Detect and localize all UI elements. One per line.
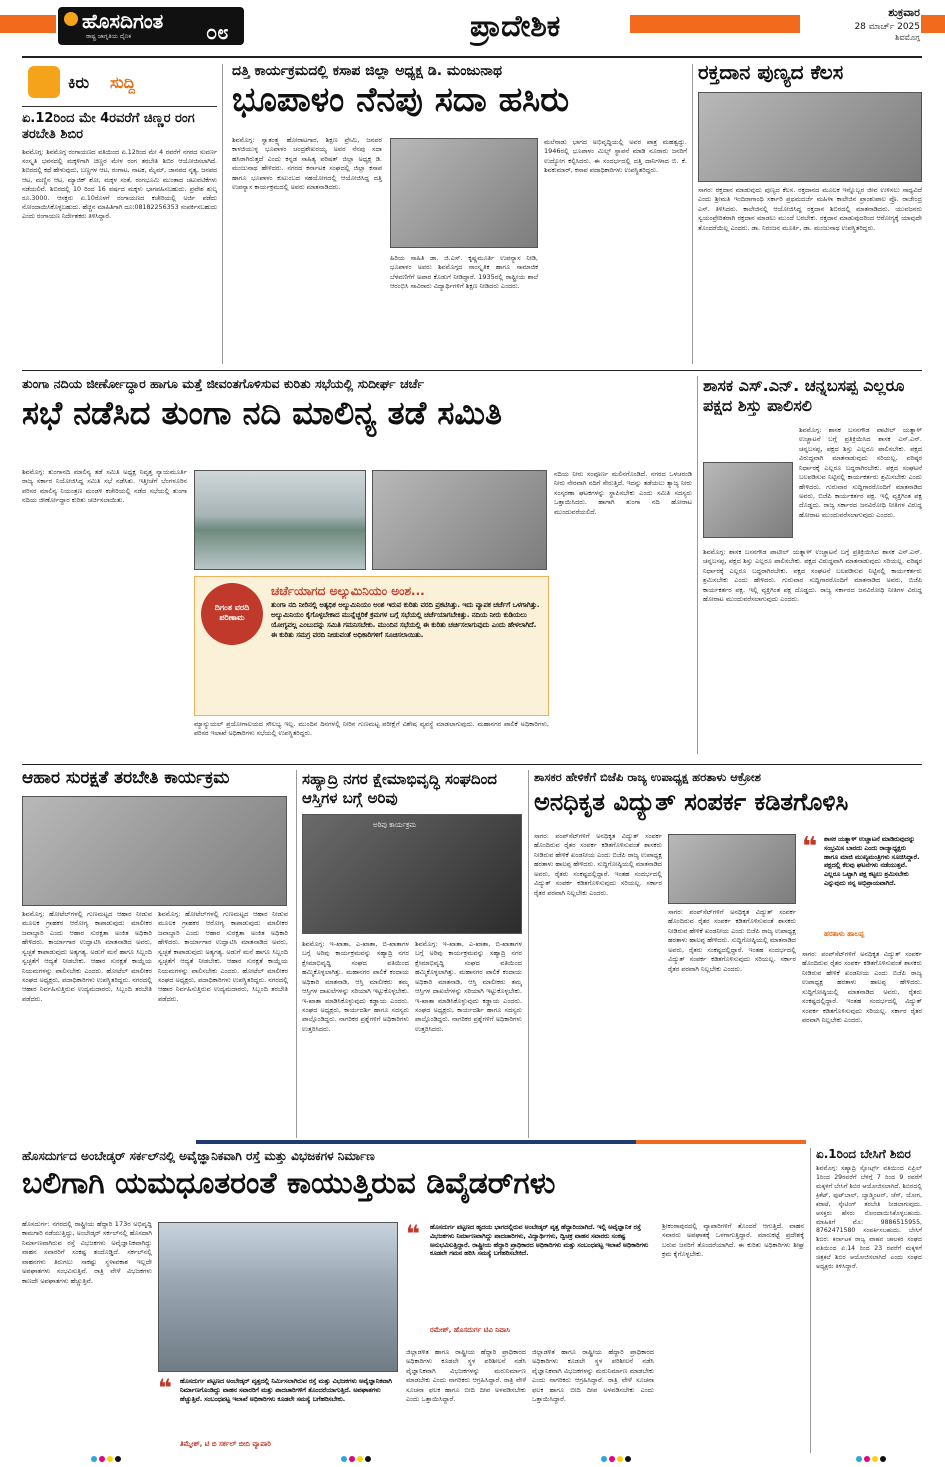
blood-headline: ರಕ್ತದಾನ ಪುಣ್ಯದ ಕೆಲಸ [698, 62, 844, 84]
power-body-1: ಸಾಗರ: ಪಂಪ್‌ಸೆಟ್‌ಗಳಿಗೆ ಅನಧಿಕೃತ ವಿದ್ಯುತ್ ಸಂಪರ್ಕ ಹೊಂದಿರುವ ರೈತರ ಸಂಪರ್ಕ ಕಡಿತಗೊಳಿಸುವಂತೆ ಶಾಸಕರು ನೀಡಿರುವ ಹೇಳಿಕೆ ಖಂಡನೀಯ ಎಂದು ಬಿಜೆಪಿ ರಾಜ್ಯ ಉಪಾಧ್ಯಕ್ಷ ಹರತಾಳು ಹಾಲಪ್ಪ ಹೇಳಿದರು. ಸುದ್ದಿಗೋಷ್ಠಿಯಲ್ಲಿ ಮಾತನಾಡಿದ ಅವರು, ರೈತರು ಸಂಕಷ್ಟದಲ್ಲಿದ್ದಾರೆ. ಇಂತಹ ಸಂದರ್ಭದಲ್ಲಿ ವಿದ್ಯುತ್ ಸಂಪರ್ಕ ಕಡಿತಗೊಳಿಸುವುದು ಸರಿಯಲ್ಲ. ಸರ್ಕಾರ ರೈತರ ಪರವಾಗಿ ನಿಲ್ಲಬೇಕು ಎಂದರು. [534, 832, 662, 897]
blood-photo [698, 92, 922, 182]
color-registration-mark [855, 1456, 887, 1465]
section-rule [22, 764, 922, 765]
tunga-meeting-photo [372, 470, 547, 570]
story-body-3: ಮಲೆನಾಡು ಭಾಗದ ಅಭಿವೃದ್ಧಿಯಲ್ಲಿ ಅವರ ಪಾತ್ರ ಮಹತ್ವದ್ದು. 1946ರಲ್ಲಿ ಭೂಪಾಳಂ ಮಿಲ್ಸ್ ಸ್ಥಾಪನೆ ಮಾಡಿ ನೂರಾರು ಜನರಿಗೆ ಉದ್ಯೋಗ ಕಲ್ಪಿಸಿದರು. ಈ ಸಂದರ್ಭದಲ್ಲಿ ದತ್ತಿ ದಾನಿಗಳಾದ ಬಿ. ಕೆ. ಶಿವಕುಮಾರ್, ಕಸಾಪ ಪದಾಧಿಕಾರಿಗಳು ಉಪಸ್ಥಿತರಿದ್ದರು. [544, 138, 687, 175]
power-quote-text: ಶಾಸಕ ಯತ್ನಾಳ್ ಉಚ್ಚಾಟನೆ ಮಾಡಿರುವುದನ್ನು ಸಂಭ್ರಮಿಸ ಬಾರದು ಎಂದು ರಾಜ್ಯಾಧ್ಯಕ್ಷರು ಹಾಗೂ ಮಾಜಿ ಮುಖ್ಯಮಂತ್ರಿಗಳು ಸೂಚಿಸಿದ್ದಾರೆ. ಪಕ್ಷದಲ್ಲಿ ಕೆಲವು ಘಟನೆಗಳು ನಡೆಯುತ್ತವೆ. ಎಲ್ಲರೂ ಒಟ್ಟಾಗಿ ಪಕ್ಷ ಕಟ್ಟಲು ಶ್ರಮಿಸಬೇಕು ಎನ್ನುವುದು ನನ್ನ ಅಭಿಪ್ರಾಯವಾಗಿದೆ. [824, 836, 920, 888]
tunga-callout [194, 576, 549, 716]
kirusuddi-label-b: ಸುದ್ದಿ [110, 73, 136, 92]
story-mla [703, 376, 922, 756]
mla-body: ಶಿವಮೊಗ್ಗ: ಶಾಸಕ ಬಸನಗೌಡ ಪಾಟೀಲ್ ಯತ್ನಾಳ್ ಉಚ್ಚಾಟನೆ ಬಗ್ಗೆ ಪ್ರತಿಕ್ರಿಯಿಸಿದ ಶಾಸಕ ಎಸ್.ಎನ್. ಚನ್ನಬಸಪ್ಪ, ಪಕ್ಷದ ಶಿಸ್ತು ಎಲ್ಲರೂ ಪಾಲಿಸಬೇಕು. ಪಕ್ಷದ ವಿರುದ್ಧವಾಗಿ ಮಾತನಾಡುವುದು ಸರಿಯಲ್ಲ. ವರಿಷ್ಠರ ನಿರ್ಧಾರಕ್ಕೆ ಎಲ್ಲರೂ ಬದ್ಧರಾಗಿರಬೇಕು. ಪಕ್ಷದ ಸಂಘಟನೆ ಬಲಪಡಿಸುವ ನಿಟ್ಟಿನಲ್ಲಿ ಕಾರ್ಯಕರ್ತರು ಶ್ರಮಿಸಬೇಕು ಎಂದು ಹೇಳಿದರು. ಗುರುವಾರ ಸುದ್ದಿಗಾರರೊಂದಿಗೆ ಮಾತನಾಡಿದ ಅವರು, ಬಿಜೆಪಿ ಕಾರ್ಯಕರ್ತರ ಪಕ್ಷ. ಇಲ್ಲಿ ವ್ಯಕ್ತಿಗಿಂತ ಪಕ್ಷ ದೊಡ್ಡದು. ರಾಜ್ಯ ಸರ್ಕಾರದ ಜನವಿರೋಧಿ ನೀತಿಗಳ ವಿರುದ್ಧ ಹೋರಾಟ ಮುಂದುವರೆಸಲಾಗುವುದು ಎಂದರು. [799, 426, 922, 519]
story-photo-ceremony [390, 138, 538, 248]
masthead-right-bar [630, 15, 800, 33]
divider-quote-1 [406, 1222, 654, 1342]
power-press-photo [668, 834, 796, 904]
divider-headline: ಬಲಿಗಾಗಿ ಯಮಧೂತರಂತೆ ಕಾಯುತ್ತಿರುವ ಡಿವೈಡರ್‌ಗಳು [22, 1166, 556, 1202]
divider-kicker: ಹೊಸದುರ್ಗದ ಅಂಬೇಡ್ಕರ್ ಸರ್ಕಲ್‌ನಲ್ಲಿ ಅವೈಜ್ಞಾನಿಕವಾಗಿ ರಸ್ತೆ ಮತ್ತು ವಿಭಜಕಗಳ ನಿರ್ಮಾಣ [22, 1149, 375, 1163]
kirusuddi-column [22, 64, 217, 364]
column-rule [697, 376, 698, 754]
tunga-headline: ಸಭೆ ನಡೆಸಿದ ತುಂಗಾ ನದಿ ಮಾಲಿನ್ಯ ತಡೆ ಸಮಿತಿ [22, 393, 502, 432]
divider-quote-2-author: ತಿಮ್ಮೇಶ್, ಟಿ ಬಿ ಸರ್ಕಲ್ ಬೀದಿ ವ್ಯಾಪಾರಿ [180, 1440, 271, 1448]
ambedkar-circle-photo [158, 1222, 398, 1372]
hand-icon [28, 66, 60, 98]
power-kicker: ಶಾಸಕರ ಹೇಳಿಕೆಗೆ ಬಿಜೆಪಿ ರಾಜ್ಯ ಉಪಾಧ್ಯಕ್ಷ ಹರತಾಳು ಆಕ್ರೋಶ [534, 770, 761, 784]
summer-headline: ಏ.1ರಿಂದ ಬೇಸಿಗೆ ಶಿಬಿರ [816, 1148, 911, 1161]
food-photo [22, 796, 287, 906]
color-registration-mark [600, 1456, 632, 1465]
color-registration-mark [90, 1456, 122, 1465]
masthead-left-bar [0, 15, 56, 33]
divider-body-2b: ಜಿಲ್ಲಾಡಳಿತ ಹಾಗೂ ರಾಷ್ಟ್ರೀಯ ಹೆದ್ದಾರಿ ಪ್ರಾಧಿಕಾರದ ಅಧಿಕಾರಿಗಳು ಕೂಡಲೇ ಸ್ಥಳ ಪರಿಶೀಲನೆ ನಡೆಸಿ ವೈಜ್ಞಾನಿಕವಾಗಿ ವಿಭಜಕಗಳನ್ನು ಮರುನಿರ್ಮಾಣ ಮಾಡಬೇಕು ಎಂದು ನಾಗರಿಕರು ಆಗ್ರಹಿಸಿದ್ದಾರೆ. ರಾತ್ರಿ ವೇಳೆ ಸೂಚನಾ ಫಲಕ ಹಾಗೂ ಬೀದಿ ದೀಪ ಅಳವಡಿಸಬೇಕು ಎಂದು ಒತ್ತಾಯಿಸಿದ್ದಾರೆ. [532, 1348, 654, 1404]
section-rule [22, 370, 922, 371]
sahyadri-banner: ಅರಿವು ಕಾರ್ಯಕ್ರಮ [373, 821, 417, 829]
orange-band [636, 1140, 806, 1144]
tunga-river-photo [194, 470, 366, 570]
blood-body: ಸಾಗರ: ರಕ್ತದಾನ ಮಾಡುವುದು ಪುಣ್ಯದ ಕೆಲಸ. ರಕ್ತದಾನದ ಮೂಲಕ ಇನ್ನೊಬ್ಬರ ಜೀವ ಉಳಿಸಲು ಸಾಧ್ಯವಿದೆ ಎಂದು ಶ್ರೀಮತಿ ಇಂದಿರಾಗಾಂಧಿ ಸರ್ಕಾರಿ ಪ್ರಥಮದರ್ಜೆ ಮಹಿಳಾ ಕಾಲೇಜಿನ ಪ್ರಾಂಶುಪಾಲ ಪ್ರೊ. ರಾಜೇಂದ್ರ ಎಸ್. ತಿಳಿಸಿದರು. ಕಾಲೇಜಿನಲ್ಲಿ ಆಯೋಜಿಸಿದ್ದ ರಕ್ತದಾನ ಶಿಬಿರದಲ್ಲಿ ಮಾತನಾಡಿದರು. ಯುವಜನರು ಸ್ವಯಂಪ್ರೇರಿತರಾಗಿ ರಕ್ತದಾನ ಮಾಡಲು ಮುಂದೆ ಬರಬೇಕು. ರಕ್ತದಾನ ಮಾಡುವುದರಿಂದ ಆರೋಗ್ಯಕ್ಕೆ ಯಾವುದೇ ತೊಂದರೆಯಿಲ್ಲ ಎಂದರು. ಡಾ. ನಿರಂಜನ ಮೂರ್ತಿ, ಡಾ. ಮಂಜುನಾಥ ಉಪಸ್ಥಿತರಿದ್ದರು. [698, 186, 922, 232]
logo-flame-icon [64, 12, 78, 26]
column-rule [222, 64, 223, 364]
dateline [808, 6, 920, 48]
masthead-rule [22, 56, 922, 58]
logo-text: ಹೊಸದಿಗಂತ [82, 9, 164, 33]
tunga-body-2: ನದಿಯ ನೀರು ಸಂಪೂರ್ಣ ಮಲಿನಗೊಂಡಿದೆ. ನಗರದ ಒಳಚರಂಡಿ ನೀರು ನೇರವಾಗಿ ನದಿಗೆ ಸೇರುತ್ತಿದೆ. ಇದನ್ನು ತಡೆಯಲು ತ್ಯಾಜ್ಯ ನೀರು ಸಂಸ್ಕರಣಾ ಘಟಕಗಳನ್ನು ಸ್ಥಾಪಿಸಬೇಕು ಎಂದು ಸಮಿತಿ ಸದಸ್ಯರು ಒತ್ತಾಯಿಸಿದರು. ಹಾಗಾಗಿ ತುಂಗಾ ನದಿ ಹೋರಾಟ ಮುಂದುವರೆಯಲಿದೆ. [554, 470, 692, 516]
tunga-kicker: ತುಂಗಾ ನದಿಯ ಜೀರ್ಣೋದ್ಧಾರ ಹಾಗೂ ಮತ್ತೆ ಜೀವಂತಗೊಳಿಸುವ ಕುರಿತು ಸಭೆಯಲ್ಲಿ ಸುದೀರ್ಘ ಚರ್ಚೆ [22, 376, 425, 391]
mla-portrait [703, 462, 793, 538]
story-tunga [22, 376, 692, 756]
kirusuddi-headline: ಏ.12ರಿಂದ ಮೇ 4ರವರೆಗೆ ಚಿಣ್ಣರ ರಂಗ ತರಬೇತಿ ಶಿಬಿರ [22, 106, 217, 142]
story-headline: ಭೂಪಾಳಂ ನೆನಪು ಸದಾ ಹಸಿರು [232, 79, 570, 120]
tunga-body-1: ಶಿವಮೊಗ್ಗ: ತುಂಗಾನದಿ ಮಾಲಿನ್ಯ ತಡೆ ಸಮಿತಿ ಅಧ್ಯಕ್ಷ ನಿವೃತ್ತ ನ್ಯಾಯಮೂರ್ತಿ ರಾಜ್ಯ ಸರ್ಕಾರ ನಿಯೋಜಿಸಿದ್ದ ಸಮಿತಿ ಸಭೆ ನಡೆಸಿತು. ಇತ್ತೀಚೆಗೆ ಬೆಂಗಳೂರಿನ ಪರಿಸರ ಮಾಲಿನ್ಯ ನಿಯಂತ್ರಣ ಮಂಡಳಿ ಕಚೇರಿಯಲ್ಲಿ ನಡೆದ ಸಭೆಯಲ್ಲಿ ತುಂಗಾ ನದಿಯ ಜೀರ್ಣೋದ್ಧಾರ ಕುರಿತು ಚರ್ಚಿಸಲಾಯಿತು. [22, 468, 187, 505]
power-body-3: ಸಾಗರ: ಪಂಪ್‌ಸೆಟ್‌ಗಳಿಗೆ ಅನಧಿಕೃತ ವಿದ್ಯುತ್ ಸಂಪರ್ಕ ಹೊಂದಿರುವ ರೈತರ ಸಂಪರ್ಕ ಕಡಿತಗೊಳಿಸುವಂತೆ ಶಾಸಕರು ನೀಡಿರುವ ಹೇಳಿಕೆ ಖಂಡನೀಯ ಎಂದು ಬಿಜೆಪಿ ರಾಜ್ಯ ಉಪಾಧ್ಯಕ್ಷ ಹರತಾಳು ಹಾಲಪ್ಪ ಹೇಳಿದರು. ಸುದ್ದಿಗೋಷ್ಠಿಯಲ್ಲಿ ಮಾತನಾಡಿದ ಅವರು, ರೈತರು ಸಂಕಷ್ಟದಲ್ಲಿದ್ದಾರೆ. ಇಂತಹ ಸಂದರ್ಭದಲ್ಲಿ ವಿದ್ಯುತ್ ಸಂಪರ್ಕ ಕಡಿತಗೊಳಿಸುವುದು ಸರಿಯಲ್ಲ. ಸರ್ಕಾರ ರೈತರ ಪರವಾಗಿ ನಿಲ್ಲಬೇಕು ಎಂದರು. [802, 950, 922, 1024]
column-rule [296, 770, 297, 1138]
divider-quote-1-author: ರಮೇಶ್, ಹೊಸದುರ್ಗ ಟಿವಿ ನಿವಾಸಿ [430, 1326, 510, 1334]
digantha-impact-badge: ದಿಗಂತ ವರದಿ ಪರಿಣಾಮ [201, 583, 263, 645]
divider-quote-2-text: ಹೊಸದುರ್ಗ ಪಟ್ಟಣದ ಅಂಬೇಡ್ಕರ್ ವೃತ್ತದಲ್ಲಿ ನಿರ್ಮಿಸಲಾಗಿರುವ ರಸ್ತೆ ಮತ್ತು ವಿಭಜಕಗಳು ಅವೈಜ್ಞಾನಿಕವಾಗಿ ನಿರ್ಮಾಣಗೊಂಡಿದ್ದು ವಾಹನ ಸವಾರರಿಗೆ ಮತ್ತು ಪಾದಚಾರಿಗಳಿಗೆ ತೊಂದರೆಯಾಗುತ್ತಿದೆ. ಅಪಘಾತಗಳು ಹೆಚ್ಚುತ್ತಿವೆ. ಸಂಬಂಧಪಟ್ಟ ಇಲಾಖೆ ಅಧಿಕಾರಿಗಳು ಕೂಡಲೇ ಸಮಸ್ಯೆ ಬಗೆಹರಿಸಬೇಕು. [180, 1378, 392, 1403]
story-summer-camp [816, 1148, 922, 1453]
divider-body-1: ಹೊಸದುರ್ಗ: ನಗರದಲ್ಲಿ ರಾಷ್ಟ್ರೀಯ ಹೆದ್ದಾರಿ 173ರ ಅಭಿವೃದ್ಧಿ ಕಾಮಗಾರಿ ನಡೆಯುತ್ತಿದ್ದು, ಅಂಬೇಡ್ಕರ್ ಸರ್ಕಲ್‌ನಲ್ಲಿ ಹೊಸದಾಗಿ ನಿರ್ಮಾಣವಾಗಿರುವ ರಸ್ತೆ ವಿಭಜಕಗಳು ಅವೈಜ್ಞಾನಿಕವಾಗಿದ್ದು ವಾಹನ ಸವಾರರಿಗೆ ಸಂಕಷ್ಟ ತಂದೊಡ್ಡಿದೆ. ಸರ್ಕಲ್‌ನಲ್ಲಿ ವಾಹನಗಳು ತಿರುಗಲು ಸಾಕಷ್ಟು ಸ್ಥಳಾವಕಾಶ ಇಲ್ಲದೇ ಅಪಘಾತಗಳು ಸಂಭವಿಸುತ್ತಿವೆ. ರಾತ್ರಿ ವೇಳೆ ವಿಭಜಕಗಳು ಕಾಣದೇ ಅಪಘಾತಗಳು ಹೆಚ್ಚುತ್ತಿವೆ. [22, 1220, 152, 1285]
story-dividers [22, 1148, 804, 1453]
kirusuddi-body: ಶಿವಮೊಗ್ಗ: ಶಿವಮೊಗ್ಗ ರಂಗಾಯಣದ ವತಿಯಿಂದ ಏ.12ರಿಂದ ಮೇ 4 ರವರೆಗೆ ನಗರದ ಸುವರ್ಣ ಸಂಸ್ಕೃತಿ ಭವನದಲ್ಲಿ ಮಕ್ಕಳಿಗಾಗಿ ಚಿಣ್ಣರ ಮೇಳ ರಂಗ ತರಬೇತಿ ಶಿಬಿರ ಆಯೋಜಿಸಲಾಗಿದೆ. ಶಿಬಿರದಲ್ಲಿ ಕಥೆ ಹೇಳುವುದು, ಬಣ್ಣಗಳ ಆಟ, ರಂಗಾಟ, ನಾಟಕ, ಮೈಮ್, ಜಾನಪದ ನೃತ್ಯ, ಜನಪದ ಆಟ, ಮಣ್ಣಿನ ಆಟ, ಮ್ಯಾಜಿಕ್ ಶೋ, ಮಕ್ಕಳ ಸಂತೆ, ರಂಗಭೂಮಿ ಮುಂತಾದ ಚಟುವಟಿಕೆಗಳು ನಡೆಯಲಿವೆ. ಶಿಬಿರದಲ್ಲಿ 10 ರಿಂದ 16 ವರ್ಷದ ಮಕ್ಕಳು ಭಾಗವಹಿಸಬಹುದು. ಪ್ರವೇಶ ಶುಲ್ಕ ರೂ.3000. ಆಸಕ್ತರು ಏ.10ರೊಳಗೆ ರಂಗಾಯಣದ ಕಚೇರಿಯಲ್ಲಿ ಅರ್ಜಿ ಪಡೆದು ನೋಂದಾಯಿಸಿಕೊಳ್ಳಬಹುದು. ಹೆಚ್ಚಿನ ಮಾಹಿತಿಗಾಗಿ ದೂ:08182256353 ಸಂಪರ್ಕಿಸಬಹುದು ಎಂದು ರಂಗಾಯಣ ನಿರ್ದೇಶಕರು ತಿಳಿಸಿದ್ದಾರೆ. [22, 149, 217, 221]
sahyadri-photo [302, 814, 522, 934]
story-sahyadri [302, 770, 524, 1140]
date: 28 ಮಾರ್ಚ್ 2025 [854, 21, 920, 32]
quote-mark-icon: ❝ [406, 1222, 421, 1246]
divider-body-3: ಶ್ರೀಕಂಠಾಪುರದಲ್ಲಿ ವ್ಯಾಪಾರಿಗಳಿಗೆ ತೊಂದರೆ ಆಗುತ್ತಿದೆ. ವಾಹನ ಸವಾರರು ಅಪಘಾತಕ್ಕೆ ಒಳಗಾಗುತ್ತಿದ್ದಾರೆ. ಮಾರುಕಟ್ಟೆ ಪ್ರದೇಶಕ್ಕೆ ಬರುವ ಜನರಿಗೆ ತೊಂದರೆಯಾಗಿದೆ. ಈ ಕುರಿತು ಅಧಿಕಾರಿಗಳು ಶೀಘ್ರ ಕ್ರಮ ಕೈಗೊಳ್ಳಬೇಕು. [662, 1222, 804, 1259]
kirusuddi-label-a: ಕಿರು [68, 73, 90, 92]
column-rule [692, 64, 693, 364]
color-registration-mark [340, 1456, 372, 1465]
summer-body: ಶಿವಮೊಗ್ಗ: ಸಹ್ಯಾದ್ರಿ ಸ್ಪೋರ್ಟ್ಸ್ ವತಿಯಿಂದ ಏಪ್ರಿಲ್ 1ರಿಂದ 29ರವರೆಗೆ ಬೆಳಿಗ್ಗೆ 7 ರಿಂದ 9 ರವರೆಗೆ ಮಕ್ಕಳಿಗೆ ಬೇಸಿಗೆ ಶಿಬಿರ ಆಯೋಜಿಸಲಾಗಿದೆ. ಶಿಬಿರದಲ್ಲಿ ಕ್ರಿಕೆಟ್, ಫುಟ್‌ಬಾಲ್, ಬ್ಯಾಡ್ಮಿಂಟನ್, ಚೆಸ್, ಯೋಗ, ಕರಾಟೆ, ಸ್ಕೇಟಿಂಗ್ ತರಬೇತಿ ನೀಡಲಾಗುವುದು. ಆಸಕ್ತರು ಹೆಸರು ನೋಂದಾಯಿಸಿಕೊಳ್ಳಬಹುದು. ಮಾಹಿತಿಗೆ ಮೊ: 9886515955, 8762471580 ಸಂಪರ್ಕಿಸಬಹುದು. ಬೇಸಿಗೆ ಶಿಬಿರ: ಕರ್ನಾಟಕ ರಾಜ್ಯ ವಾಹನ ಚಾಲಕರ ಸಂಘದ ವತಿಯಿಂದ ಏ.14 ರಿಂದ 23 ರವರೆಗೆ ಮಕ್ಕಳಿಗೆ ಚಿತ್ರಕಲೆ ಶಿಬಿರ ಆಯೋಜಿಸಲಾಗಿದೆ ಎಂದು ಸಂಘದ ಅಧ್ಯಕ್ಷರು ತಿಳಿಸಿದ್ದಾರೆ. [816, 1164, 922, 1271]
sahyadri-headline: ಸಹ್ಯಾದ್ರಿ ನಗರ ಕ್ಷೇಮಾಭಿವೃದ್ಧಿ ಸಂಘದಿಂದ ಆಸ್ತಿಗಳ ಬಗ್ಗೆ ಅರಿವು [302, 770, 497, 807]
mla-headline: ಶಾಸಕ ಎಸ್.ಎನ್. ಚನ್ನಬಸಪ್ಪ ಎಲ್ಲರೂ ಪಕ್ಷದ ಶಿಸ್ತು ಪಾಲಿಸಲಿ [703, 376, 905, 415]
divider-quote-2 [158, 1376, 398, 1452]
power-quote-author: ಹರತಾಳು ಹಾಲಪ್ಪ [824, 930, 865, 938]
story-body-2: ಹಿರಿಯ ಸಾಹಿತಿ ಡಾ. ಜಿ.ಎಸ್. ಕೃಷ್ಣಮೂರ್ತಿ ಉಪನ್ಯಾಸ ನೀಡಿ, ಭೂಪಾಳಂ ಅವರು ಶಿವಮೊಗ್ಗದ ಸಾಂಸ್ಕೃತಿಕ ಹಾಗೂ ಸಾಮಾಜಿಕ ಬೆಳವಣಿಗೆಗೆ ಅಪಾರ ಕೊಡುಗೆ ನೀಡಿದ್ದಾರೆ. 1935ರಲ್ಲಿ ರಾಷ್ಟ್ರೀಯ ಶಾಲೆ ಆರಂಭಿಸಿ ಸಾವಿರಾರು ವಿದ್ಯಾರ್ಥಿಗಳಿಗೆ ಶಿಕ್ಷಣ ನೀಡಿದರು ಎಂದರು. [390, 254, 538, 291]
divider-quote-1-text: ಹೊಸದುರ್ಗ ಪಟ್ಟಣದ ಹೃದಯ ಭಾಗದಲ್ಲಿರುವ ಅಂಬೇಡ್ಕರ್ ವೃತ್ತ ಹೆದ್ದಾರಿಯಾಗಿದೆ. ಇಲ್ಲಿ ಅವೈಜ್ಞಾನಿಕ ರಸ್ತೆ ವಿಭಜಕಗಳು ನಿರ್ಮಾಣವಾಗಿದ್ದು ಪಾದಚಾರಿಗಳು, ವಿದ್ಯಾರ್ಥಿಗಳು, ದ್ವಿಚಕ್ರ ವಾಹನ ಸವಾರರು ಸಂಕಷ್ಟ ಅನುಭವಿಸುತ್ತಿದ್ದಾರೆ. ರಾಷ್ಟ್ರೀಯ ಹೆದ್ದಾರಿ ಪ್ರಾಧಿಕಾರದ ಅಧಿಕಾರಿಗಳು ಮತ್ತು ಸಂಬಂಧಪಟ್ಟ ಇಲಾಖೆ ಅಧಿಕಾರಿಗಳು ಕೂಡಲೇ ಗಮನ ಹರಿಸಿ ಸಮಸ್ಯೆ ಬಗೆಹರಿಸಬೇಕಿದೆ. [430, 1224, 649, 1258]
story-body-1: ಶಿವಮೊಗ್ಗ: ಸ್ವಾತಂತ್ರ್ಯ ಹೋರಾಟಗಾರ, ಶಿಕ್ಷಣ ಪ್ರೇಮಿ, ಜನಪರ ಕಾಳಜಿಯುಳ್ಳ ಭೂಪಾಳಂ ಚಂದ್ರಶೇಖರಯ್ಯ ಅವರ ನೆನಪು ಸದಾ ಹಸಿರಾಗಿರುತ್ತದೆ ಎಂದು ಕನ್ನಡ ಸಾಹಿತ್ಯ ಪರಿಷತ್ ಜಿಲ್ಲಾ ಅಧ್ಯಕ್ಷ ಡಿ. ಮಂಜುನಾಥ ಹೇಳಿದರು. ನಗರದ ಕರ್ನಾಟಕ ಸಂಘದಲ್ಲಿ ಜಿಲ್ಲಾ ಕಸಾಪ ಹಾಗೂ ಭೂಪಾಳಂ ಕುಟುಂಬದ ಸಹಯೋಗದಲ್ಲಿ ಆಯೋಜಿಸಿದ್ದ ದತ್ತಿ ಉಪನ್ಯಾಸ ಕಾರ್ಯಕ್ರಮದಲ್ಲಿ ಅವರು ಮಾತನಾಡಿದರು. [232, 136, 382, 192]
story-power [534, 770, 922, 1140]
story-bhupalam [232, 62, 687, 366]
column-rule [528, 770, 529, 1138]
power-headline: ಅನಧಿಕೃತ ವಿದ್ಯುತ್ ಸಂಪರ್ಕ ಕಡಿತಗೊಳಿಸಿ [534, 787, 849, 816]
food-body-2: ಶಿವಮೊಗ್ಗ: ಹೋಟೆಲ್‌ಗಳಲ್ಲಿ ಗುಣಮಟ್ಟದ ಆಹಾರ ನೀಡುವ ಮೂಲಕ ಗ್ರಾಹಕರ ಆರೋಗ್ಯ ಕಾಪಾಡುವುದು ಮಾಲೀಕರ ಜವಾಬ್ದಾರಿ ಎಂದು ಆಹಾರ ಸುರಕ್ಷತಾ ಅಂಕಿತ ಅಧಿಕಾರಿ ಹೇಳಿದರು. ಕಾರ್ಯಾಗಾರ ಉದ್ಘಾಟಿಸಿ ಮಾತನಾಡಿದ ಅವರು, ಸ್ವಚ್ಛತೆ ಕಾಪಾಡುವುದು ಅತ್ಯಗತ್ಯ. ಅಡುಗೆ ಮನೆ ಹಾಗೂ ಸಿಬ್ಬಂದಿ ಸ್ವಚ್ಛತೆಗೆ ಆದ್ಯತೆ ನೀಡಬೇಕು. ಆಹಾರ ಸುರಕ್ಷತೆ ಕಾಯ್ದೆಯ ನಿಯಮಗಳನ್ನು ಪಾಲಿಸಬೇಕು ಎಂದರು. ಹೋಟೆಲ್ ಮಾಲೀಕರ ಸಂಘದ ಅಧ್ಯಕ್ಷರು, ಪದಾಧಿಕಾರಿಗಳು ಉಪಸ್ಥಿತರಿದ್ದರು. ನಗರದಲ್ಲಿ ಆಹಾರ ನಿರ್ವಹಿಸುತ್ತಿರುವ ಉದ್ಯಮದಾರರು, ಸಿಬ್ಬಂದಿ ತರಬೇತಿ ಪಡೆದರು. [158, 910, 288, 1003]
sahyadri-body-2: ಶಿವಮೊಗ್ಗ: ಇ-ಖಾತಾ, ಎ-ಖಾತಾ, ಬಿ-ಖಾತಾಗಳ ಬಗ್ಗೆ ಅರಿವು ಕಾರ್ಯಕ್ರಮವನ್ನು ಸಹ್ಯಾದ್ರಿ ನಗರ ಕ್ಷೇಮಾಭಿವೃದ್ಧಿ ಸಂಘದ ವತಿಯಿಂದ ಹಮ್ಮಿಕೊಳ್ಳಲಾಗಿತ್ತು. ಮಹಾನಗರ ಪಾಲಿಕೆ ಕಂದಾಯ ಅಧಿಕಾರಿ ಮಾತನಾಡಿ, ಆಸ್ತಿ ಮಾಲೀಕರು ತಮ್ಮ ಆಸ್ತಿಗಳ ದಾಖಲೆಗಳನ್ನು ಸರಿಯಾಗಿ ಇಟ್ಟುಕೊಳ್ಳಬೇಕು. ಇ-ಖಾತಾ ಮಾಡಿಸಿಕೊಳ್ಳುವುದು ಕಡ್ಡಾಯ ಎಂದರು. ಸಂಘದ ಅಧ್ಯಕ್ಷರು, ಕಾರ್ಯದರ್ಶಿ ಹಾಗೂ ಸದಸ್ಯರು ಪಾಲ್ಗೊಂಡಿದ್ದರು. ನಾಗರಿಕರ ಪ್ರಶ್ನೆಗಳಿಗೆ ಅಧಿಕಾರಿಗಳು ಉತ್ತರಿಸಿದರು. [415, 940, 522, 1033]
food-body-1: ಶಿವಮೊಗ್ಗ: ಹೋಟೆಲ್‌ಗಳಲ್ಲಿ ಗುಣಮಟ್ಟದ ಆಹಾರ ನೀಡುವ ಮೂಲಕ ಗ್ರಾಹಕರ ಆರೋಗ್ಯ ಕಾಪಾಡುವುದು ಮಾಲೀಕರ ಜವಾಬ್ದಾರಿ ಎಂದು ಆಹಾರ ಸುರಕ್ಷತಾ ಅಂಕಿತ ಅಧಿಕಾರಿ ಹೇಳಿದರು. ಕಾರ್ಯಾಗಾರ ಉದ್ಘಾಟಿಸಿ ಮಾತನಾಡಿದ ಅವರು, ಸ್ವಚ್ಛತೆ ಕಾಪಾಡುವುದು ಅತ್ಯಗತ್ಯ. ಅಡುಗೆ ಮನೆ ಹಾಗೂ ಸಿಬ್ಬಂದಿ ಸ್ವಚ್ಛತೆಗೆ ಆದ್ಯತೆ ನೀಡಬೇಕು. ಆಹಾರ ಸುರಕ್ಷತೆ ಕಾಯ್ದೆಯ ನಿಯಮಗಳನ್ನು ಪಾಲಿಸಬೇಕು ಎಂದರು. ಹೋಟೆಲ್ ಮಾಲೀಕರ ಸಂಘದ ಅಧ್ಯಕ್ಷರು, ಪದಾಧಿಕಾರಿಗಳು ಉಪಸ್ಥಿತರಿದ್ದರು. ನಗರದಲ್ಲಿ ಆಹಾರ ನಿರ್ವಹಿಸುತ್ತಿರುವ ಉದ್ಯಮದಾರರು, ಸಿಬ್ಬಂದಿ ತರಬೇತಿ ಪಡೆದರು. [22, 910, 152, 1003]
story-kicker: ದತ್ತಿ ಕಾರ್ಯಕ್ರಮದಲ್ಲಿ ಕಸಾಪ ಜಿಲ್ಲಾ ಅಧ್ಯಕ್ಷ ಡಿ. ಮಂಜುನಾಥ [232, 63, 503, 79]
food-headline: ಆಹಾರ ಸುರಕ್ಷತೆ ತರಬೇತಿ ಕಾರ್ಯಕ್ರಮ [22, 770, 230, 788]
masthead [0, 0, 945, 48]
story-food-safety [22, 770, 292, 1140]
sahyadri-body-1: ಶಿವಮೊಗ್ಗ: ಇ-ಖಾತಾ, ಎ-ಖಾತಾ, ಬಿ-ಖಾತಾಗಳ ಬಗ್ಗೆ ಅರಿವು ಕಾರ್ಯಕ್ರಮವನ್ನು ಸಹ್ಯಾದ್ರಿ ನಗರ ಕ್ಷೇಮಾಭಿವೃದ್ಧಿ ಸಂಘದ ವತಿಯಿಂದ ಹಮ್ಮಿಕೊಳ್ಳಲಾಗಿತ್ತು. ಮಹಾನಗರ ಪಾಲಿಕೆ ಕಂದಾಯ ಅಧಿಕಾರಿ ಮಾತನಾಡಿ, ಆಸ್ತಿ ಮಾಲೀಕರು ತಮ್ಮ ಆಸ್ತಿಗಳ ದಾಖಲೆಗಳನ್ನು ಸರಿಯಾಗಿ ಇಟ್ಟುಕೊಳ್ಳಬೇಕು. ಇ-ಖಾತಾ ಮಾಡಿಸಿಕೊಳ್ಳುವುದು ಕಡ್ಡಾಯ ಎಂದರು. ಸಂಘದ ಅಧ್ಯಕ್ಷರು, ಕಾರ್ಯದರ್ಶಿ ಹಾಗೂ ಸದಸ್ಯರು ಪಾಲ್ಗೊಂಡಿದ್ದರು. ನಾಗರಿಕರ ಪ್ರಶ್ನೆಗಳಿಗೆ ಅಧಿಕಾರಿಗಳು ಉತ್ತರಿಸಿದರು. [302, 940, 409, 1033]
navy-band [196, 1140, 636, 1144]
tunga-body-3: ಮ್ಯಾನ್ಯುಯಲ್ ಪ್ರಯೋಗಾಲಯದ ಸೌಲಭ್ಯ ಇಲ್ಲ. ಮುಂದಿನ ದಿನಗಳಲ್ಲಿ ನೀರಿನ ಗುಣಮಟ್ಟ ಪರೀಕ್ಷೆಗೆ ವಿಶೇಷ ವ್ಯವಸ್ಥೆ ಮಾಡಲಾಗುವುದು. ಮಹಾನಗರ ಪಾಲಿಕೆ ಅಧಿಕಾರಿಗಳು, ಪರಿಸರ ಇಲಾಖೆ ಅಧಿಕಾರಿಗಳು ಸಭೆಯಲ್ಲಿ ಉಪಸ್ಥಿತರಿದ್ದರು. [194, 720, 549, 738]
power-body-2: ಸಾಗರ: ಪಂಪ್‌ಸೆಟ್‌ಗಳಿಗೆ ಅನಧಿಕೃತ ವಿದ್ಯುತ್ ಸಂಪರ್ಕ ಹೊಂದಿರುವ ರೈತರ ಸಂಪರ್ಕ ಕಡಿತಗೊಳಿಸುವಂತೆ ಶಾಸಕರು ನೀಡಿರುವ ಹೇಳಿಕೆ ಖಂಡನೀಯ ಎಂದು ಬಿಜೆಪಿ ರಾಜ್ಯ ಉಪಾಧ್ಯಕ್ಷ ಹರತಾಳು ಹಾಲಪ್ಪ ಹೇಳಿದರು. ಸುದ್ದಿಗೋಷ್ಠಿಯಲ್ಲಿ ಮಾತನಾಡಿದ ಅವರು, ರೈತರು ಸಂಕಷ್ಟದಲ್ಲಿದ್ದಾರೆ. ಇಂತಹ ಸಂದರ್ಭದಲ್ಲಿ ವಿದ್ಯುತ್ ಸಂಪರ್ಕ ಕಡಿತಗೊಳಿಸುವುದು ಸರಿಯಲ್ಲ. ಸರ್ಕಾರ ರೈತರ ಪರವಾಗಿ ನಿಲ್ಲಬೇಕು ಎಂದರು. [668, 908, 796, 973]
callout-body: ತುಂಗಾ ನದಿ ನೀರಿನಲ್ಲಿ ಅತ್ಯಧಿಕ ಅಲ್ಯುಮಿನಿಯಂ ಅಂಶ ಇರುವ ಕುರಿತು ವರದಿ ಪ್ರಕಟಿಸಿತ್ತು. ಇದು ವ್ಯಾಪಕ ಚರ್ಚೆಗೆ ಒಳಗಾಗಿತ್ತು. ಅಲ್ಯುಮಿನಿಯಂ ಕೈಗೊಳ್ಳಬೇಕಾದ ಮುನ್ನೆಚ್ಚರಿಕೆ ಕ್ರಮಗಳ ಬಗ್ಗೆ ಸಭೆಯಲ್ಲಿ ಚರ್ಚೆಯಾಗಬೇಕಿತ್ತು. ನದಿಯ ನೀರು ಕುಡಿಯಲು ಯೋಗ್ಯವಲ್ಲ ಎಂಬುದನ್ನು ಸಮಿತಿ ಗಮನಿಸಬೇಕು. ಮುಂದಿನ ಸಭೆಯಲ್ಲಿ ಈ ಕುರಿತು ಚರ್ಚಿಸಲಾಗುವುದು ಎಂದು ಹೇಳಲಾಗಿದೆ. ಈ ಕುರಿತು ಸಮಗ್ರ ವರದಿ ನೀಡುವಂತೆ ಅಧಿಕಾರಿಗಳಿಗೆ ಸೂಚಿಸಲಾಯಿತು. [271, 601, 540, 639]
section-title: ಪ್ರಾದೇಶಿಕ [470, 9, 561, 44]
page-number: ೦೮ [206, 20, 229, 44]
divider-body-2: ಜಿಲ್ಲಾಡಳಿತ ಹಾಗೂ ರಾಷ್ಟ್ರೀಯ ಹೆದ್ದಾರಿ ಪ್ರಾಧಿಕಾರದ ಅಧಿಕಾರಿಗಳು ಕೂಡಲೇ ಸ್ಥಳ ಪರಿಶೀಲನೆ ನಡೆಸಿ ವೈಜ್ಞಾನಿಕವಾಗಿ ವಿಭಜಕಗಳನ್ನು ಮರುನಿರ್ಮಾಣ ಮಾಡಬೇಕು ಎಂದು ನಾಗರಿಕರು ಆಗ್ರಹಿಸಿದ್ದಾರೆ. ರಾತ್ರಿ ವೇಳೆ ಸೂಚನಾ ಫಲಕ ಹಾಗೂ ಬೀದಿ ದೀಪ ಅಳವಡಿಸಬೇಕು ಎಂದು ಒತ್ತಾಯಿಸಿದ್ದಾರೆ. [406, 1348, 526, 1404]
quote-mark-icon: ❝ [158, 1376, 173, 1400]
masthead-edge-bar [921, 15, 945, 33]
mla-body-continued: ಶಿವಮೊಗ್ಗ: ಶಾಸಕ ಬಸನಗೌಡ ಪಾಟೀಲ್ ಯತ್ನಾಳ್ ಉಚ್ಚಾಟನೆ ಬಗ್ಗೆ ಪ್ರತಿಕ್ರಿಯಿಸಿದ ಶಾಸಕ ಎಸ್.ಎನ್. ಚನ್ನಬಸಪ್ಪ, ಪಕ್ಷದ ಶಿಸ್ತು ಎಲ್ಲರೂ ಪಾಲಿಸಬೇಕು. ಪಕ್ಷದ ವಿರುದ್ಧವಾಗಿ ಮಾತನಾಡುವುದು ಸರಿಯಲ್ಲ. ವರಿಷ್ಠರ ನಿರ್ಧಾರಕ್ಕೆ ಎಲ್ಲರೂ ಬದ್ಧರಾಗಿರಬೇಕು. ಪಕ್ಷದ ಸಂಘಟನೆ ಬಲಪಡಿಸುವ ನಿಟ್ಟಿನಲ್ಲಿ ಕಾರ್ಯಕರ್ತರು ಶ್ರಮಿಸಬೇಕು ಎಂದು ಹೇಳಿದರು. ಗುರುವಾರ ಸುದ್ದಿಗಾರರೊಂದಿಗೆ ಮಾತನಾಡಿದ ಅವರು, ಬಿಜೆಪಿ ಕಾರ್ಯಕರ್ತರ ಪಕ್ಷ. ಇಲ್ಲಿ ವ್ಯಕ್ತಿಗಿಂತ ಪಕ್ಷ ದೊಡ್ಡದು. ರಾಜ್ಯ ಸರ್ಕಾರದ ಜನವಿರೋಧಿ ನೀತಿಗಳ ವಿರುದ್ಧ ಹೋರಾಟ ಮುಂದುವರೆಸಲಾಗುವುದು ಎಂದರು. [703, 548, 922, 604]
power-quote [802, 834, 922, 944]
logo-tagline: ರಾಷ್ಟ್ರ ಜಾಗೃತಿಯ ದೈನಿಕ [86, 33, 132, 40]
quote-mark-icon: ❝ [802, 834, 818, 860]
column-rule [810, 1148, 811, 1453]
callout-title: ಚರ್ಚೆಯಾಗದ ಅಲ್ಯುಮಿನಿಯಂ ಅಂಶ... [271, 584, 425, 598]
logo-block [58, 7, 244, 45]
story-blood-donation [698, 62, 922, 366]
city: ಶಿವಮೊಗ್ಗ [895, 32, 920, 42]
day: ಶುಕ್ರವಾರ [888, 6, 920, 19]
